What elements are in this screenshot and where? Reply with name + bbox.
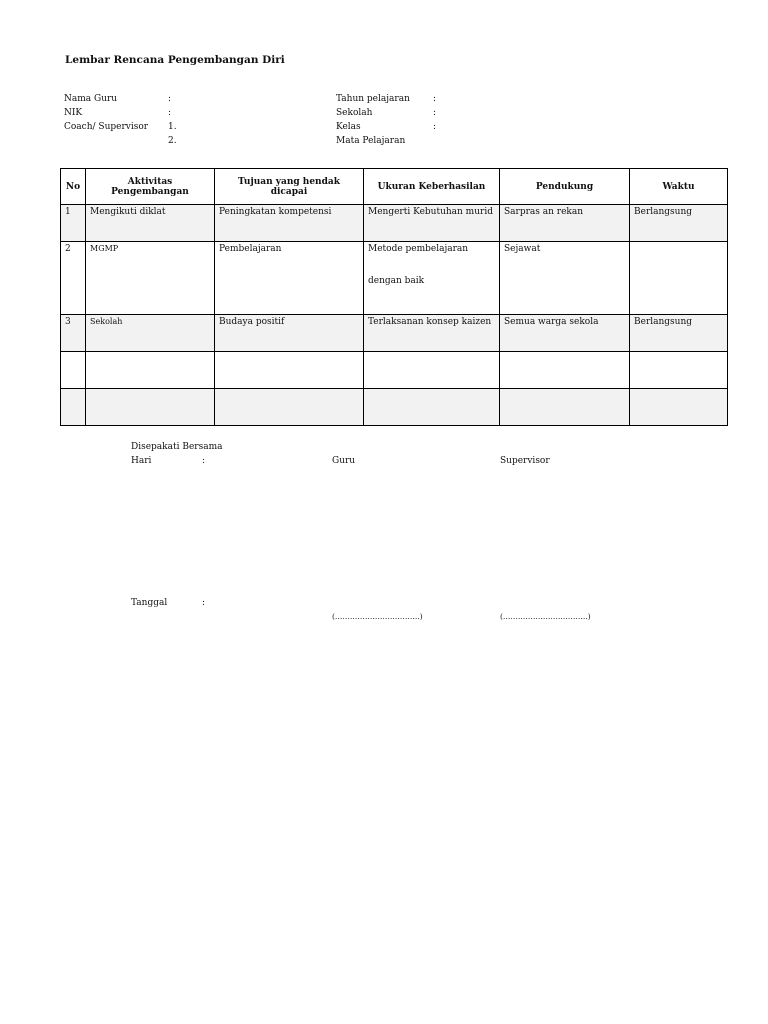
table-row	[61, 242, 728, 315]
hari-colon: :	[202, 456, 206, 466]
teacher-info	[64, 92, 177, 148]
cell-waktu	[630, 389, 728, 426]
cell-aktivitas: Mengikuti diklat	[86, 205, 215, 242]
header-ukuran: Ukuran Keberhasilan	[364, 169, 500, 205]
info-label: Kelas	[336, 122, 361, 132]
info-label: Nama Guru	[64, 94, 118, 104]
info-value: :	[433, 108, 437, 118]
header-aktivitas: Aktivitas Pengembangan	[86, 169, 215, 205]
info-value: 1.	[168, 122, 177, 132]
cell-pendukung	[500, 389, 630, 426]
cell-aktivitas	[86, 389, 215, 426]
school-info	[336, 92, 436, 148]
info-row-mata-pelajaran	[336, 134, 436, 148]
cell-tujuan: Peningkatan kompetensi	[215, 205, 364, 242]
agreement-heading: Disepakati Bersama	[131, 442, 223, 452]
cell-tujuan	[215, 389, 364, 426]
info-row-nama-guru	[64, 92, 177, 106]
cell-tujuan	[215, 352, 364, 389]
cell-aktivitas: MGMP	[86, 242, 215, 315]
cell-ukuran-line2: dengan baik	[368, 276, 425, 286]
hari-label: Hari	[131, 456, 152, 466]
cell-ukuran-line1: Metode pembelajaran	[368, 244, 469, 254]
header-pendukung: Pendukung	[500, 169, 630, 205]
info-value: :	[168, 94, 172, 104]
cell-waktu: Berlangsung	[630, 315, 728, 352]
cell-waktu: Berlangsung	[630, 205, 728, 242]
info-row-coach-2	[64, 134, 177, 148]
info-row-coach-1	[64, 120, 177, 134]
guru-label: Guru	[332, 456, 356, 466]
info-row-kelas	[336, 120, 436, 134]
info-value: :	[168, 108, 172, 118]
tanggal-label: Tanggal	[131, 598, 168, 608]
supervisor-label: Supervisor	[500, 456, 550, 466]
cell-no: 3	[61, 315, 86, 352]
tanggal-colon: :	[202, 598, 206, 608]
cell-waktu	[630, 352, 728, 389]
info-row-tahun-pelajaran	[336, 92, 436, 106]
cell-ukuran-line1: Mengerti Kebutuhan murid	[368, 207, 493, 217]
header-waktu: Waktu	[630, 169, 728, 205]
table-row	[61, 389, 728, 426]
cell-no: 2	[61, 242, 86, 315]
cell-aktivitas: Sekolah	[86, 315, 215, 352]
cell-waktu	[630, 242, 728, 315]
cell-pendukung	[500, 352, 630, 389]
info-label: Coach/ Supervisor	[64, 122, 149, 132]
cell-ukuran	[364, 242, 500, 315]
cell-no: 1	[61, 205, 86, 242]
table-row	[61, 205, 728, 242]
guru-signature-line: (…………………………….)	[332, 612, 423, 621]
info-label: Sekolah	[336, 108, 373, 118]
table-header-row	[61, 169, 728, 205]
cell-ukuran	[364, 315, 500, 352]
cell-aktivitas	[86, 352, 215, 389]
supervisor-signature-line: (…………………………….)	[500, 612, 591, 621]
cell-ukuran	[364, 205, 500, 242]
info-label	[64, 134, 168, 148]
development-plan-table	[60, 168, 728, 426]
info-label: NIK	[64, 108, 83, 118]
info-value: 2.	[168, 136, 177, 146]
cell-no	[61, 352, 86, 389]
info-label: Tahun pelajaran	[336, 94, 410, 104]
header-no: No	[61, 169, 86, 205]
info-value: :	[433, 122, 437, 132]
info-label: Mata Pelajaran	[336, 136, 406, 146]
header-tujuan: Tujuan yang hendak dicapai	[215, 169, 364, 205]
info-value: :	[433, 94, 437, 104]
cell-no	[61, 389, 86, 426]
cell-pendukung: Semua warga sekola	[500, 315, 630, 352]
document-title: Lembar Rencana Pengembangan Diri	[65, 54, 285, 66]
info-row-nik	[64, 106, 177, 120]
cell-tujuan: Pembelajaran	[215, 242, 364, 315]
table-row	[61, 352, 728, 389]
info-row-sekolah	[336, 106, 436, 120]
cell-ukuran	[364, 352, 500, 389]
cell-tujuan: Budaya positif	[215, 315, 364, 352]
cell-pendukung: Sarpras an rekan	[500, 205, 630, 242]
cell-pendukung: Sejawat	[500, 242, 630, 315]
table-row	[61, 315, 728, 352]
cell-ukuran-line1: Terlaksanan konsep kaizen	[368, 317, 492, 327]
cell-ukuran	[364, 389, 500, 426]
